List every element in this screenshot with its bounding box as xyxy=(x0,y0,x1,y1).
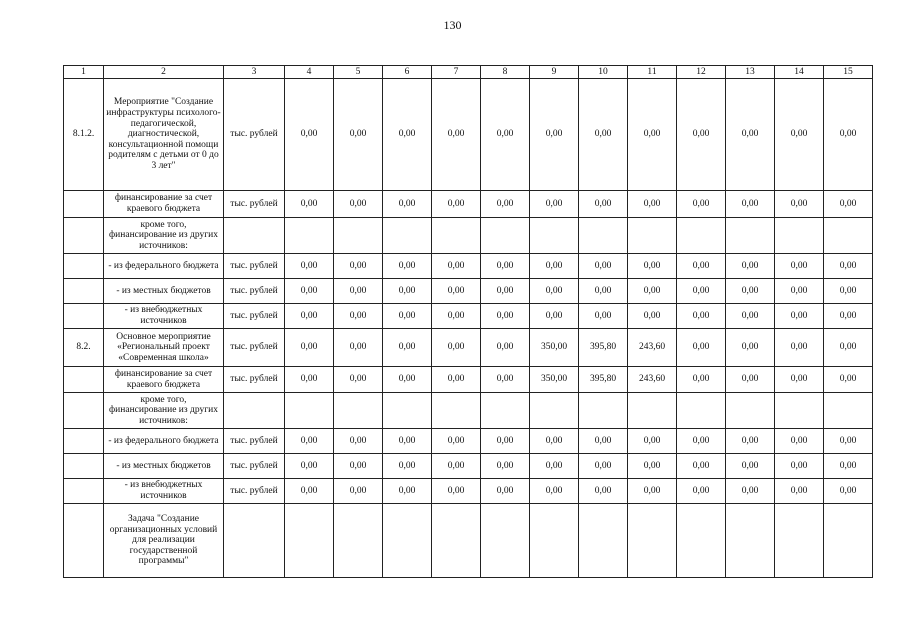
value-cell xyxy=(432,393,481,429)
column-header: 9 xyxy=(530,66,579,79)
value-cell: 0,00 xyxy=(383,367,432,393)
value-cell: 0,00 xyxy=(677,304,726,329)
value-cell xyxy=(285,504,334,578)
row-name: - из местных бюджетов xyxy=(104,279,224,304)
value-cell: 0,00 xyxy=(824,304,873,329)
value-cell: 0,00 xyxy=(775,367,824,393)
column-header: 3 xyxy=(224,66,285,79)
row-name: кроме того, финансирование из других источников: xyxy=(104,393,224,429)
table-row xyxy=(64,393,873,429)
row-unit: тыс. рублей xyxy=(224,329,285,367)
value-cell: 0,00 xyxy=(481,79,530,191)
column-header: 10 xyxy=(579,66,628,79)
value-cell: 0,00 xyxy=(677,79,726,191)
column-header: 15 xyxy=(824,66,873,79)
value-cell: 0,00 xyxy=(726,367,775,393)
table-row xyxy=(64,191,873,218)
value-cell: 0,00 xyxy=(530,429,579,454)
value-cell xyxy=(775,504,824,578)
row-unit xyxy=(224,393,285,429)
value-cell: 350,00 xyxy=(530,367,579,393)
value-cell: 0,00 xyxy=(285,279,334,304)
value-cell: 0,00 xyxy=(677,254,726,279)
value-cell: 0,00 xyxy=(579,79,628,191)
value-cell: 0,00 xyxy=(285,254,334,279)
table-body xyxy=(64,79,873,578)
row-unit: тыс. рублей xyxy=(224,367,285,393)
value-cell: 0,00 xyxy=(334,191,383,218)
value-cell: 0,00 xyxy=(726,79,775,191)
value-cell: 0,00 xyxy=(383,479,432,504)
value-cell: 0,00 xyxy=(285,429,334,454)
row-code: 8.2. xyxy=(64,329,104,367)
row-code xyxy=(64,367,104,393)
value-cell: 0,00 xyxy=(628,279,677,304)
value-cell: 0,00 xyxy=(726,304,775,329)
value-cell xyxy=(334,393,383,429)
row-unit xyxy=(224,504,285,578)
table-row xyxy=(64,429,873,454)
value-cell: 350,00 xyxy=(530,329,579,367)
value-cell xyxy=(579,393,628,429)
value-cell: 0,00 xyxy=(726,279,775,304)
value-cell: 0,00 xyxy=(285,191,334,218)
value-cell: 0,00 xyxy=(579,191,628,218)
column-header: 12 xyxy=(677,66,726,79)
value-cell: 0,00 xyxy=(481,454,530,479)
row-code xyxy=(64,279,104,304)
row-code xyxy=(64,429,104,454)
row-name: Основное мероприятие «Региональный проект «Современная школа» xyxy=(104,329,224,367)
value-cell: 0,00 xyxy=(383,254,432,279)
table-row xyxy=(64,454,873,479)
value-cell: 0,00 xyxy=(677,429,726,454)
column-header: 13 xyxy=(726,66,775,79)
header-row xyxy=(64,66,873,79)
value-cell xyxy=(481,504,530,578)
value-cell: 0,00 xyxy=(726,254,775,279)
value-cell: 0,00 xyxy=(628,304,677,329)
row-name: - из федерального бюджета xyxy=(104,254,224,279)
value-cell: 0,00 xyxy=(334,329,383,367)
value-cell: 0,00 xyxy=(775,429,824,454)
value-cell: 0,00 xyxy=(432,429,481,454)
value-cell: 0,00 xyxy=(579,304,628,329)
value-cell: 0,00 xyxy=(383,279,432,304)
value-cell: 0,00 xyxy=(432,479,481,504)
value-cell: 0,00 xyxy=(432,304,481,329)
value-cell: 0,00 xyxy=(334,279,383,304)
value-cell xyxy=(726,218,775,254)
row-name: Мероприятие "Создание инфраструктуры психолого-педагогической, диагностической, консультационной помощи родителям с детьми от 0 до 3 лет" xyxy=(104,79,224,191)
value-cell: 0,00 xyxy=(432,367,481,393)
value-cell: 0,00 xyxy=(824,254,873,279)
value-cell xyxy=(628,504,677,578)
value-cell: 395,80 xyxy=(579,329,628,367)
value-cell: 0,00 xyxy=(334,367,383,393)
row-unit: тыс. рублей xyxy=(224,304,285,329)
value-cell: 0,00 xyxy=(677,279,726,304)
value-cell xyxy=(579,218,628,254)
value-cell xyxy=(383,218,432,254)
row-name: - из местных бюджетов xyxy=(104,454,224,479)
row-code xyxy=(64,504,104,578)
row-name: кроме того, финансирование из других источников: xyxy=(104,218,224,254)
value-cell: 0,00 xyxy=(530,279,579,304)
row-name: Задача "Создание организационных условий для реализации государственной программы" xyxy=(104,504,224,578)
value-cell: 0,00 xyxy=(530,254,579,279)
value-cell: 0,00 xyxy=(334,429,383,454)
row-code xyxy=(64,254,104,279)
value-cell: 0,00 xyxy=(530,479,579,504)
value-cell xyxy=(775,218,824,254)
value-cell: 395,80 xyxy=(579,367,628,393)
budget-table xyxy=(63,65,873,578)
page-number: 130 xyxy=(443,18,462,32)
value-cell: 0,00 xyxy=(775,329,824,367)
value-cell: 0,00 xyxy=(824,429,873,454)
value-cell: 0,00 xyxy=(530,191,579,218)
value-cell: 0,00 xyxy=(579,429,628,454)
value-cell: 0,00 xyxy=(530,454,579,479)
value-cell xyxy=(334,218,383,254)
value-cell: 0,00 xyxy=(775,479,824,504)
row-name: - из внебюджетных источников xyxy=(104,479,224,504)
value-cell: 0,00 xyxy=(824,329,873,367)
row-name: - из федерального бюджета xyxy=(104,429,224,454)
value-cell: 0,00 xyxy=(432,279,481,304)
value-cell: 0,00 xyxy=(677,454,726,479)
value-cell: 0,00 xyxy=(726,479,775,504)
value-cell: 0,00 xyxy=(726,429,775,454)
table-row xyxy=(64,479,873,504)
value-cell: 0,00 xyxy=(726,454,775,479)
column-header: 5 xyxy=(334,66,383,79)
value-cell xyxy=(824,393,873,429)
value-cell: 0,00 xyxy=(432,454,481,479)
row-code xyxy=(64,304,104,329)
value-cell: 0,00 xyxy=(775,279,824,304)
value-cell: 0,00 xyxy=(726,329,775,367)
column-header: 1 xyxy=(64,66,104,79)
value-cell: 0,00 xyxy=(285,329,334,367)
value-cell: 0,00 xyxy=(432,191,481,218)
value-cell: 0,00 xyxy=(628,479,677,504)
value-cell: 0,00 xyxy=(334,254,383,279)
value-cell: 0,00 xyxy=(677,479,726,504)
row-code xyxy=(64,479,104,504)
value-cell xyxy=(628,393,677,429)
value-cell: 0,00 xyxy=(383,329,432,367)
row-code xyxy=(64,454,104,479)
value-cell: 0,00 xyxy=(824,367,873,393)
value-cell: 0,00 xyxy=(775,454,824,479)
value-cell: 0,00 xyxy=(824,279,873,304)
value-cell: 0,00 xyxy=(824,454,873,479)
row-unit: тыс. рублей xyxy=(224,191,285,218)
column-header: 14 xyxy=(775,66,824,79)
value-cell: 0,00 xyxy=(383,191,432,218)
value-cell xyxy=(775,393,824,429)
value-cell xyxy=(677,504,726,578)
value-cell: 243,60 xyxy=(628,329,677,367)
value-cell xyxy=(432,504,481,578)
value-cell: 0,00 xyxy=(824,79,873,191)
value-cell: 0,00 xyxy=(628,191,677,218)
value-cell: 0,00 xyxy=(481,429,530,454)
value-cell xyxy=(481,393,530,429)
value-cell: 0,00 xyxy=(334,479,383,504)
table-row xyxy=(64,304,873,329)
row-name: финансирование за счет краевого бюджета xyxy=(104,191,224,218)
value-cell xyxy=(334,504,383,578)
value-cell: 0,00 xyxy=(285,304,334,329)
value-cell: 0,00 xyxy=(481,304,530,329)
value-cell xyxy=(432,218,481,254)
value-cell: 0,00 xyxy=(677,191,726,218)
value-cell: 0,00 xyxy=(579,279,628,304)
value-cell: 0,00 xyxy=(383,304,432,329)
row-unit: тыс. рублей xyxy=(224,279,285,304)
value-cell: 0,00 xyxy=(432,79,481,191)
value-cell: 0,00 xyxy=(481,479,530,504)
column-header: 2 xyxy=(104,66,224,79)
value-cell: 0,00 xyxy=(677,329,726,367)
value-cell: 0,00 xyxy=(628,454,677,479)
row-unit: тыс. рублей xyxy=(224,79,285,191)
row-code xyxy=(64,191,104,218)
value-cell: 0,00 xyxy=(824,191,873,218)
value-cell xyxy=(677,393,726,429)
value-cell: 0,00 xyxy=(726,191,775,218)
row-unit: тыс. рублей xyxy=(224,454,285,479)
value-cell xyxy=(530,393,579,429)
row-code xyxy=(64,218,104,254)
value-cell: 0,00 xyxy=(285,454,334,479)
table-row xyxy=(64,279,873,304)
value-cell xyxy=(824,218,873,254)
value-cell xyxy=(383,393,432,429)
value-cell: 0,00 xyxy=(579,479,628,504)
value-cell: 0,00 xyxy=(285,479,334,504)
value-cell: 0,00 xyxy=(481,191,530,218)
value-cell: 0,00 xyxy=(334,79,383,191)
column-header: 8 xyxy=(481,66,530,79)
value-cell: 0,00 xyxy=(383,79,432,191)
row-name: - из внебюджетных источников xyxy=(104,304,224,329)
value-cell: 0,00 xyxy=(481,367,530,393)
value-cell xyxy=(579,504,628,578)
value-cell xyxy=(285,218,334,254)
value-cell: 0,00 xyxy=(383,454,432,479)
value-cell xyxy=(726,393,775,429)
value-cell: 243,60 xyxy=(628,367,677,393)
value-cell: 0,00 xyxy=(628,79,677,191)
value-cell xyxy=(530,504,579,578)
row-unit: тыс. рублей xyxy=(224,429,285,454)
table-row xyxy=(64,329,873,367)
value-cell: 0,00 xyxy=(481,329,530,367)
value-cell: 0,00 xyxy=(530,304,579,329)
value-cell xyxy=(285,393,334,429)
row-unit xyxy=(224,218,285,254)
value-cell: 0,00 xyxy=(775,79,824,191)
value-cell: 0,00 xyxy=(775,254,824,279)
value-cell: 0,00 xyxy=(677,367,726,393)
value-cell: 0,00 xyxy=(334,304,383,329)
column-header: 11 xyxy=(628,66,677,79)
table-row xyxy=(64,504,873,578)
value-cell: 0,00 xyxy=(285,367,334,393)
value-cell xyxy=(481,218,530,254)
column-header: 6 xyxy=(383,66,432,79)
table-row xyxy=(64,367,873,393)
value-cell: 0,00 xyxy=(383,429,432,454)
value-cell xyxy=(530,218,579,254)
value-cell xyxy=(726,504,775,578)
value-cell: 0,00 xyxy=(579,254,628,279)
column-header: 7 xyxy=(432,66,481,79)
value-cell xyxy=(824,504,873,578)
value-cell: 0,00 xyxy=(628,429,677,454)
value-cell: 0,00 xyxy=(775,304,824,329)
value-cell: 0,00 xyxy=(432,329,481,367)
value-cell: 0,00 xyxy=(628,254,677,279)
row-code: 8.1.2. xyxy=(64,79,104,191)
value-cell: 0,00 xyxy=(579,454,628,479)
value-cell: 0,00 xyxy=(481,254,530,279)
row-name: финансирование за счет краевого бюджета xyxy=(104,367,224,393)
value-cell: 0,00 xyxy=(775,191,824,218)
value-cell: 0,00 xyxy=(334,454,383,479)
value-cell xyxy=(383,504,432,578)
row-unit: тыс. рублей xyxy=(224,479,285,504)
table-row xyxy=(64,218,873,254)
value-cell xyxy=(628,218,677,254)
value-cell: 0,00 xyxy=(285,79,334,191)
column-header: 4 xyxy=(285,66,334,79)
row-code xyxy=(64,393,104,429)
table-row xyxy=(64,79,873,191)
value-cell xyxy=(677,218,726,254)
value-cell: 0,00 xyxy=(481,279,530,304)
value-cell: 0,00 xyxy=(530,79,579,191)
value-cell: 0,00 xyxy=(824,479,873,504)
table-row xyxy=(64,254,873,279)
row-unit: тыс. рублей xyxy=(224,254,285,279)
value-cell: 0,00 xyxy=(432,254,481,279)
